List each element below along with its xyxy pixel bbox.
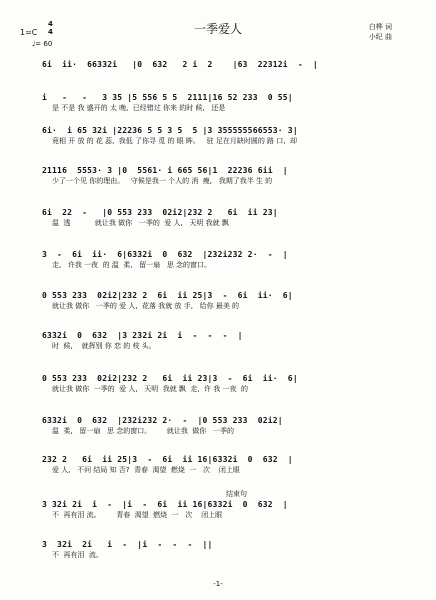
notation-line: 3 - 6i ii· 6|6332i 0 632 |232i232 2· - |: [42, 250, 288, 259]
lyricist: 白桦 词: [368, 23, 392, 31]
notation-line: 6i· i 65 32i |22236 5 5 3 5 5 |3 355555566553· 3|: [42, 126, 298, 135]
lyrics-line: 就让我 做你 一季的 爱 人, 花落 我就 放 手, 给你 最美 的: [52, 302, 240, 310]
score-system-7: [42, 291, 402, 311]
lyrics-line: 就让我 做你 一季的 爱 人, 天明 我就 飘 走, 许 我 一夜 的: [52, 385, 248, 393]
lyrics-line: 不 再有泪 流。 青春 渴望 燃烧 一 次 闭上眼: [52, 511, 223, 519]
score-system-8: [42, 331, 402, 351]
time-signature-top: 4: [48, 20, 53, 28]
notation-line: 232 2 6i ii 25|3 - 6i ii 16|6332i 0 632 |: [42, 455, 293, 464]
score-system-9: [42, 374, 402, 394]
score-system-4: [42, 166, 402, 186]
time-signature: [48, 20, 53, 36]
composer: 小纪 曲: [368, 33, 392, 41]
score-system-5: [42, 208, 402, 228]
ending-section-label: 结束句: [226, 490, 247, 498]
lyrics-line: 时 候, 就挥别 你 恋 的 枝 头。: [52, 342, 156, 350]
notation-line: 6i 22 - |0 553 233 02i2|232 2 6i ii 23|: [42, 208, 278, 217]
key-signature: 1=C: [20, 28, 38, 37]
notation-line: i - - 3 35 |5 556 5 5 2111|16 52 233 0 55|: [42, 93, 293, 102]
lyrics-line: 温 柔, 留一扇 思 念的窗口。 就让我 做你 一季的: [52, 427, 234, 435]
time-signature-bottom: 4: [48, 28, 53, 36]
score-system-1: [42, 60, 402, 70]
page-number: -1-: [213, 580, 223, 588]
score-system-10: [42, 416, 402, 436]
notation-line: 3 32i 2i i - |i - - - ||: [42, 540, 213, 549]
lyrics-line: 竟相 开 放 的 花 蕊, 我低 了你寻 觅 的 眼 眸。 驻 足在月缺时圆的 路 口, 却: [52, 137, 297, 145]
notation-line: 3 32i 2i i - |i - 6i ii 16|6332i 0 632 |: [42, 500, 288, 509]
tempo-marking: ♩= 60: [32, 40, 53, 48]
notation-line: 6332i 0 632 |3 232i 2i i - - - |: [42, 331, 243, 340]
notation-line: 21116 5553· 3 |0 5561· i 665 56|1 22236 6ii |: [42, 166, 288, 175]
score-system-6: [42, 250, 402, 270]
score-system-11: [42, 455, 402, 475]
notation-line: 0 553 233 02i2|232 2 6i ii 23|3 - 6i ii· 6|: [42, 374, 298, 383]
score-system-3: [42, 126, 402, 146]
lyrics-line: 爱 人, 不问 结局 知 否? 青春 渴望 燃烧 一 次 闭上眼: [52, 466, 240, 474]
song-title: 一季爱人: [193, 22, 242, 36]
lyrics-line: 是 不是 我 盛开的 太 晚, 已经错过 你来 的时 候, 还是: [52, 104, 226, 112]
score-system-12: [42, 500, 402, 520]
notation-line: 6i ii· 66332i |0 632 2 i 2 |63 22312i - |: [42, 60, 318, 69]
notation-line: 0 553 233 02i2|232 2 6i ii 25|3 - 6i ii· 6|: [42, 291, 293, 300]
lyrics-line: 走, 许我 一夜 的 温 柔, 留一扇 思 念的窗口。: [52, 261, 212, 269]
score-system-2: [42, 93, 402, 113]
lyrics-line: 少了一个见 你的理由。 守候是我一 个人的 消 瘦, 我期了我半 生 的: [52, 177, 273, 185]
notation-line: 6332i 0 632 |232i232 2· - |0 553 233 02i2|: [42, 416, 283, 425]
lyrics-line: 不 再有泪 流。: [52, 551, 103, 559]
lyrics-line: 温 透 就让我 做你 一季的 爱 人, 天明 我就 飘: [52, 219, 229, 227]
score-system-13: [42, 540, 402, 560]
